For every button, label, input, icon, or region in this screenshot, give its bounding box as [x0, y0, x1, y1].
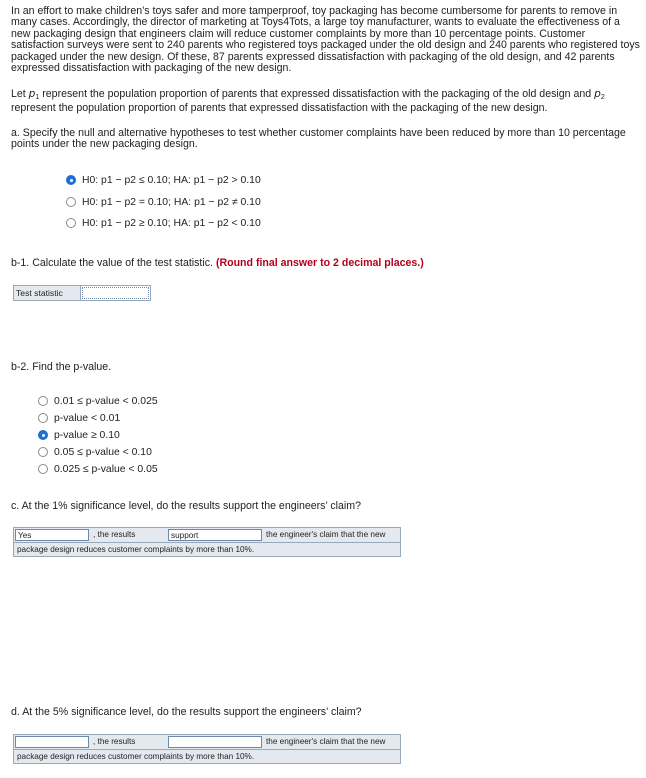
radio-unselected[interactable] [66, 218, 76, 228]
hypothesis-option-3[interactable] [66, 216, 261, 230]
h0-label: H0: p1 − p2 = 0.10; [82, 196, 171, 208]
part-c-tail-text: the engineer's claim that the new [266, 530, 386, 539]
pvalue-option-label: p-value < 0.01 [54, 412, 121, 424]
part-d-answer-box [13, 734, 401, 764]
rounding-note: (Round final answer to 2 decimal places.) [215, 257, 424, 269]
pvalue-option-label: p-value ≥ 0.10 [54, 429, 120, 441]
pvalue-option-label: 0.01 ≤ p-value < 0.025 [54, 395, 158, 407]
let-prefix: Let [11, 88, 29, 100]
radio-unselected[interactable] [66, 197, 76, 207]
part-a-question: a. Specify the null and alternative hypotheses to test whether customer complaints have been reduced by more than 10 percentage points under the new packaging design. [11, 127, 626, 151]
h0-label: H0: p1 − p2 ≥ 0.10; [82, 217, 171, 229]
part-d-line2: package design reduces customer complaints by more than 10%. [17, 752, 255, 761]
variable-definition: Let $p_1$ represent the population proportion of parents that expressed dissatisfaction with the packaging of the old design and $p_2$ represent the population proportion of parents that expressed dissatisfaction with the packaging of the new design. [11, 88, 605, 115]
b1-question-text: b-1. Calculate the value of the test statistic. [11, 257, 213, 269]
let-mid: represent the population proportion of parents that expressed dissatisfaction with the packaging of the old design and [39, 88, 595, 100]
part-d-mid-text: , the results [93, 737, 136, 746]
radio-unselected[interactable] [38, 413, 48, 423]
part-b1-question [11, 258, 641, 269]
radio-selected[interactable] [38, 430, 48, 440]
h0-label: H0: p1 − p2 ≤ 0.10; [82, 174, 171, 186]
test-statistic-row [13, 285, 151, 301]
radio-unselected[interactable] [38, 464, 48, 474]
part-d-question: d. At the 5% significance level, do the results support the engineers’ claim? [11, 706, 362, 718]
part-d-support-select[interactable] [168, 736, 262, 748]
radio-selected[interactable] [66, 175, 76, 185]
ha-label: HA: p1 − p2 > 0.10 [173, 174, 261, 186]
part-c-question: c. At the 1% significance level, do the results support the engineers’ claim? [11, 500, 361, 512]
test-statistic-label: Test statistic [14, 286, 81, 300]
part-d-tail-text: the engineer's claim that the new [266, 737, 386, 746]
part-c-yes-no-select[interactable]: Yes [15, 529, 89, 541]
part-c-mid-text: , the results [93, 530, 136, 539]
part-c-support-select[interactable]: support [168, 529, 262, 541]
pvalue-option-3[interactable] [38, 428, 120, 442]
part-c-answer-box [13, 527, 401, 557]
pvalue-option-5[interactable] [38, 462, 158, 476]
pvalue-option-label: 0.05 ≤ p-value < 0.10 [54, 446, 152, 458]
part-b2-question: b-2. Find the p-value. [11, 361, 112, 373]
part-d-yes-no-select[interactable] [15, 736, 89, 748]
pvalue-option-4[interactable] [38, 445, 152, 459]
ha-label: HA: p1 − p2 ≠ 0.10 [173, 196, 261, 208]
problem-intro: In an effort to make children’s toys safer and more tamperproof, toy packaging has become cumbersome for parents to remove in many cases. Accordingly, the director of marketing at Toys4Tots, a large toy manufacturer, wants to evaluate the effectiveness of a new packaging design that engineers claim will reduce customer complaints by more than 10 percentage points. Customer satisfaction surveys were sent to 240 parents who registered toys packaged under the old design and 240 parents who registered toys packaged under the new design. Of these, 87 parents expressed dissatisfaction with packaging of the old design, and 42 parents expressed dissatisfaction with packaging of the new design. [11, 5, 640, 75]
part-c-line2: package design reduces customer complaints by more than 10%. [17, 545, 255, 554]
pvalue-option-1[interactable] [38, 394, 158, 408]
radio-unselected[interactable] [38, 396, 48, 406]
let-suffix: represent the population proportion of parents that expressed dissatisfaction with the packaging of the new design. [11, 102, 548, 115]
pvalue-option-label: 0.025 ≤ p-value < 0.05 [54, 463, 158, 475]
pvalue-option-2[interactable] [38, 411, 120, 425]
ha-label: HA: p1 − p2 < 0.10 [173, 217, 261, 229]
test-statistic-input[interactable] [82, 287, 149, 299]
radio-unselected[interactable] [38, 447, 48, 457]
hypothesis-option-1[interactable] [66, 173, 261, 187]
hypothesis-option-2[interactable] [66, 195, 261, 209]
